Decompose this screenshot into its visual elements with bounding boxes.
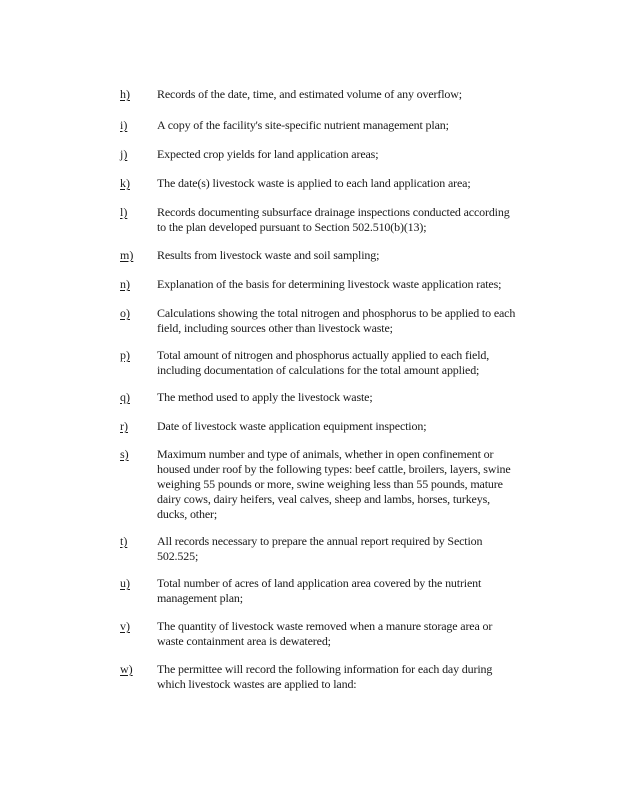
item-text: Calculations showing the total nitrogen and phosphorus to be applied to each field, including sources other than livestock waste; xyxy=(157,306,516,335)
item-label: j) xyxy=(120,147,128,161)
item-label: u) xyxy=(120,576,130,590)
item-label: r) xyxy=(120,419,128,433)
item-text: Results from livestock waste and soil sampling; xyxy=(157,248,380,262)
item-text: A copy of the facility's site-specific nutrient management plan; xyxy=(157,118,449,132)
item-text: Total amount of nitrogen and phosphorus actually applied to each field, including documentation of calculations for the total amount applied; xyxy=(157,348,490,377)
item-label: o) xyxy=(120,306,130,320)
item-label: n) xyxy=(120,277,130,291)
item-label: t) xyxy=(120,534,128,548)
item-label: m) xyxy=(120,248,134,262)
item-text: The date(s) livestock waste is applied to each land application area; xyxy=(157,176,471,190)
item-label: p) xyxy=(120,348,130,362)
item-text: Explanation of the basis for determining livestock waste application rates; xyxy=(157,277,502,291)
item-label: h) xyxy=(120,87,130,101)
item-text: Records documenting subsurface drainage inspections conducted according to the plan developed pursuant to Section 502.510(b)(13); xyxy=(157,205,510,234)
item-label: k) xyxy=(120,176,130,190)
item-text: Total number of acres of land application area covered by the nutrient management plan; xyxy=(157,576,482,605)
item-text: The quantity of livestock waste removed when a manure storage area or waste containment area is dewatered; xyxy=(157,619,493,648)
item-text: All records necessary to prepare the annual report required by Section 502.525; xyxy=(157,534,483,563)
item-text: The method used to apply the livestock waste; xyxy=(157,390,373,404)
item-label: v) xyxy=(120,619,130,633)
item-text: Maximum number and type of animals, whether in open confinement or housed under roof by the following types: beef cattle, broilers, layers, swine weighing 55 pounds or more, swine weighing less than 55 pounds, mature dairy cows, dairy heifers, veal calves, sheep and lambs, horses, turkeys, ducks, other; xyxy=(157,447,511,521)
item-label: w) xyxy=(120,662,133,676)
item-label: i) xyxy=(120,118,128,132)
item-text: Expected crop yields for land application areas; xyxy=(157,147,379,161)
item-label: l) xyxy=(120,205,128,219)
item-label: q) xyxy=(120,390,130,404)
item-text: The permittee will record the following information for each day during which livestock wastes are applied to land: xyxy=(157,662,493,691)
item-label: s) xyxy=(120,447,129,461)
item-text: Date of livestock waste application equipment inspection; xyxy=(157,419,427,433)
item-text: Records of the date, time, and estimated volume of any overflow; xyxy=(157,87,462,101)
